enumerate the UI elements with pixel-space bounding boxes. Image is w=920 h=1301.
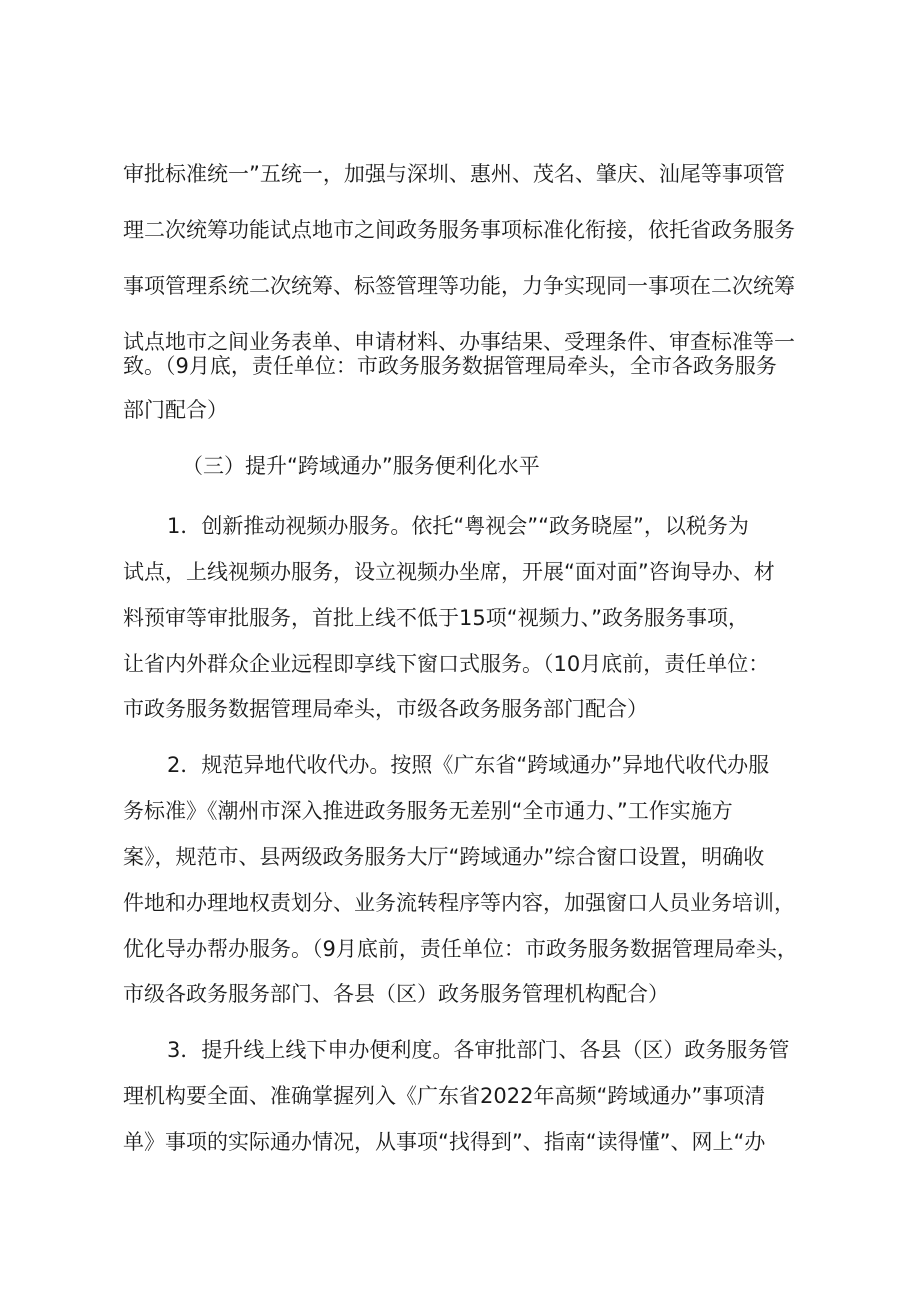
paragraph-3-line-5: 优化导办帮办服务。（9月底前，责任单位：市政务服务数据管理局牵头， xyxy=(123,937,798,961)
paragraph-1-line-6: 部门配合） xyxy=(123,398,228,422)
paragraph-1-line-4: 试点地市之间业务表单、申请材料、办事结果、受理条件、审查标准等一 xyxy=(123,330,795,354)
paragraph-2-line-5: 市政务服务数据管理局牵头，市级各政务服务部门配合） xyxy=(123,697,648,721)
section-heading: （三）提升“跨域通办”服务便利化水平 xyxy=(182,454,540,478)
paragraph-4-line-1: 3．提升线上线下申办便利度。各审批部门、各县（区）政务服务管 xyxy=(167,1038,790,1062)
paragraph-3-line-4: 件地和办理地权责划分、业务流转程序等内容，加强窗口人员业务培训， xyxy=(123,891,795,915)
paragraph-4-line-3: 单》事项的实际通办情况，从事项“找得到”、指南“读得懂”、网上“办 xyxy=(123,1130,766,1154)
paragraph-3-line-3: 案》，规范市、县两级政务服务大厅“跨域通办”综合窗口设置，明确收 xyxy=(123,845,765,869)
paragraph-2-line-1: 1．创新推动视频办服务。依托“粤视会”“政务晓屋”，以税务为 xyxy=(167,514,749,538)
paragraph-3-line-1: 2．规范异地代收代办。按照《广东省“跨域通办”异地代收代办服 xyxy=(167,753,770,777)
paragraph-1-line-5: 致。（9月底，责任单位：市政务服务数据管理局牵头，全市各政务服务 xyxy=(123,354,777,378)
paragraph-1-line-3: 事项管理系统二次统筹、标签管理等功能，力争实现同一事项在二次统筹 xyxy=(123,274,795,298)
paragraph-2-line-2: 试点，上线视频办服务，设立视频办坐席，开展“面对面”咨询导办、材 xyxy=(123,560,775,584)
paragraph-4-line-2: 理机构要全面、准确掌握列入《广东省2022年高频“跨域通办”事项清 xyxy=(123,1084,766,1108)
paragraph-3-line-2: 务标准》《潮州市深入推进政务服务无差别“全市通力、”工作实施方 xyxy=(123,799,733,823)
paragraph-1-line-2: 理二次统筹功能试点地市之间政务服务事项标准化衔接，依托省政务服务 xyxy=(123,218,795,242)
paragraph-1-line-1: 审批标准统一”五统一，加强与深圳、惠州、茂名、肇庆、汕尾等事项管 xyxy=(123,162,785,186)
paragraph-2-line-3: 料预审等审批服务，首批上线不低于15项“视频力、”政务服务事项， xyxy=(123,606,749,630)
paragraph-3-line-6: 市级各政务服务部门、各县（区）政务服务管理机构配合） xyxy=(123,982,669,1006)
paragraph-2-line-4: 让省内外群众企业远程即享线下窗口式服务。（10月底前，责任单位： xyxy=(123,652,770,676)
